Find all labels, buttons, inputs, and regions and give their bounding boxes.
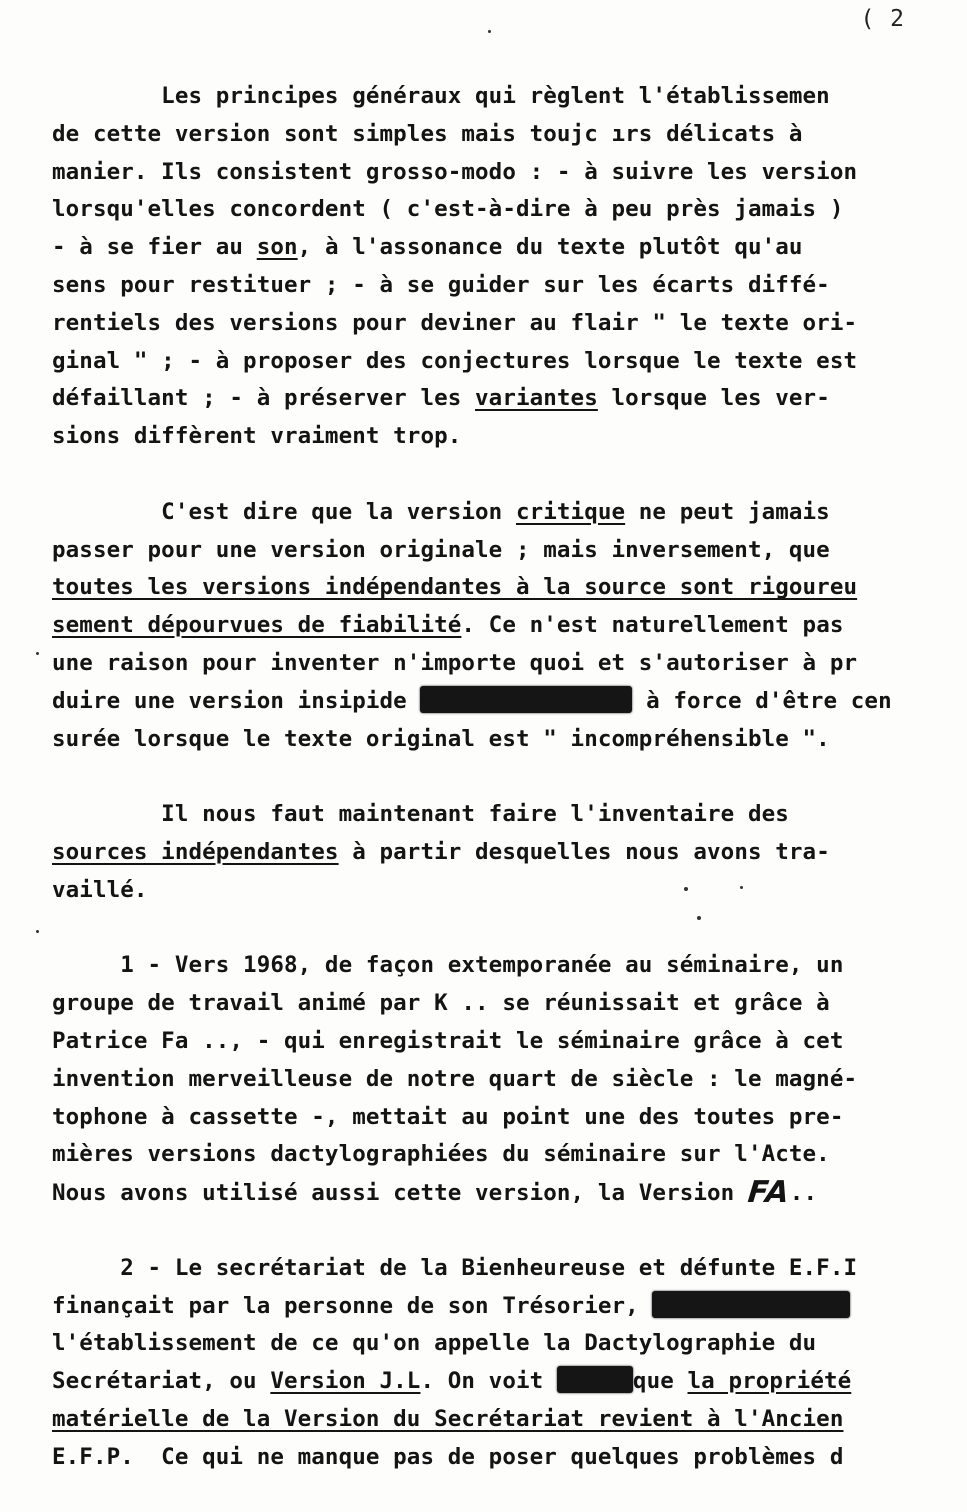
text-line: Patrice Fa .., - qui enregistrait le séminaire grâce à cet: [52, 1027, 844, 1054]
scan-speck: [740, 886, 743, 889]
text-line: finançait par la personne de son Trésorier,: [52, 1288, 967, 1326]
text-line: surée lorsque le texte original est " incompréhensible ".: [52, 725, 830, 752]
text-line: mières versions dactylographiées du séminaire sur l'Acte.: [52, 1141, 830, 1168]
document-body: [52, 78, 967, 1476]
text-line: vaillé.: [52, 876, 148, 903]
text-line: Il nous faut maintenant faire l'inventaire des: [52, 801, 789, 828]
scan-speck: [684, 887, 688, 891]
paragraph-5: [52, 1250, 967, 1477]
text-line: Les principes généraux qui règlent l'établissemen: [52, 83, 830, 109]
text-line: rentiels des versions pour deviner au flair " le texte ori-: [52, 309, 858, 336]
paragraph-1: [52, 78, 967, 456]
text-line: Nous avons utilisé aussi cette version, la Version FA..: [52, 1175, 818, 1211]
scan-speck: [36, 652, 39, 655]
redaction-mark: [420, 686, 632, 713]
text-line: une raison pour inventer n'importe quoi et s'autoriser à pr: [52, 649, 858, 676]
text-line: ginal " ; - à proposer des conjectures lorsque le texte est: [52, 347, 858, 374]
text-line: - à se fier au son, à l'assonance du texte plutôt qu'au: [52, 234, 803, 261]
scan-speck: [36, 930, 39, 933]
text-line: manier. Ils consistent grosso-modo : - à suivre les version: [52, 158, 858, 185]
underlined-phrase: sement dépourvues de fiabilité: [52, 612, 462, 639]
text-line: E.F.P. Ce qui ne manque pas de poser quelques problèmes d: [52, 1443, 844, 1470]
paragraph-3: [52, 796, 967, 909]
scan-speck: [697, 916, 701, 920]
text-line: sions diffèrent vraiment trop.: [52, 423, 462, 450]
underlined-word: critique: [515, 498, 626, 525]
underlined-word: son: [256, 234, 298, 261]
text-line: tophone à cassette -, mettait au point une des toutes pre-: [52, 1103, 844, 1130]
underlined-phrase: toutes les versions indépendantes à la source sont rigoureu: [52, 574, 858, 601]
scan-speck: [488, 30, 491, 33]
paragraph-4: [52, 947, 967, 1212]
handwritten-annotation: FA: [746, 1175, 792, 1211]
text-line: groupe de travail animé par K .. se réunissait et grâce à: [52, 990, 830, 1017]
page-number: ( 2: [860, 6, 905, 32]
underlined-phrase: sources indépendantes: [52, 838, 339, 865]
text-line: sement dépourvues de fiabilité. Ce n'est naturellement pas: [52, 612, 844, 639]
redaction-mark: [652, 1291, 850, 1318]
text-line: [52, 569, 967, 607]
redaction-mark: [557, 1366, 633, 1393]
text-line: 1 - Vers 1968, de façon extemporanée au séminaire, un: [52, 952, 844, 979]
text-line: défaillant ; - à préserver les variantes lorsque les ver-: [52, 385, 830, 412]
text-line: Secrétariat, ou Version J.L. On voit que la propriété: [52, 1368, 852, 1395]
text-line: sens pour restituer ; - à se guider sur les écarts diffé-: [52, 271, 830, 298]
text-line: C'est dire que la version critique ne peut jamais: [52, 498, 830, 525]
text-line: lorsqu'elles concordent ( c'est-à-dire à peu près jamais ): [52, 196, 844, 223]
underlined-phrase: matérielle de la Version du Secrétariat revient à l'Ancien: [52, 1405, 844, 1432]
text-line: l'établissement de ce qu'on appelle la Dactylographie du: [52, 1330, 817, 1357]
underlined-word: variantes: [475, 385, 598, 412]
underlined-phrase: la propriété: [687, 1368, 852, 1395]
text-line: 2 - Le secrétariat de la Bienheureuse et défunte E.F.I: [52, 1254, 858, 1281]
text-line: invention merveilleuse de notre quart de siècle : le magné-: [52, 1065, 858, 1092]
underlined-phrase: Version J.L: [270, 1368, 421, 1395]
text-line: [52, 1401, 967, 1439]
text-line: duire une version insipide à force d'être cen: [52, 687, 892, 714]
text-line: de cette version sont simples mais toujc ırs délicats à: [52, 120, 803, 147]
paragraph-2: [52, 494, 967, 759]
text-line: sources indépendantes à partir desquelles nous avons tra-: [52, 838, 830, 865]
text-line: passer pour une version originale ; mais inversement, que: [52, 536, 830, 563]
